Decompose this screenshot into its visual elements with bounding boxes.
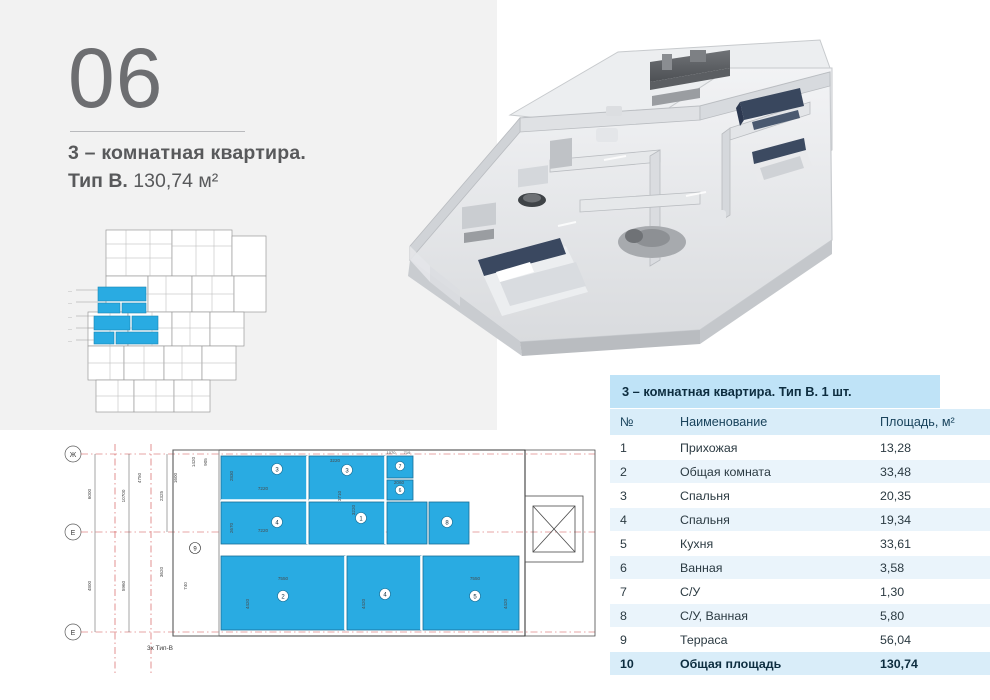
row-name: С/У (670, 580, 870, 604)
apartment-area-value: 130,74 м² (133, 170, 219, 192)
svg-text:Е: Е (70, 630, 76, 637)
row-area: 33,61 (870, 532, 990, 556)
svg-text:3710: 3710 (337, 490, 342, 502)
svg-text:719: 719 (403, 450, 411, 455)
svg-text:2325: 2325 (159, 490, 164, 502)
row-number: 4 (610, 508, 670, 532)
svg-text:3220: 3220 (351, 504, 356, 516)
row-area: 5,80 (870, 604, 990, 628)
key-plan (66, 224, 281, 420)
svg-text:9: 9 (193, 546, 197, 553)
row-area: 33,48 (870, 460, 990, 484)
svg-text:7220: 7220 (257, 528, 269, 533)
svg-text:2060: 2060 (393, 480, 405, 485)
apartment-type-label: Тип B. (68, 170, 128, 192)
svg-text:7: 7 (398, 464, 402, 471)
svg-text:3620: 3620 (159, 566, 164, 578)
row-number: 6 (610, 556, 670, 580)
table-row (610, 580, 990, 604)
svg-text:10700: 10700 (121, 489, 126, 503)
svg-text:740: 740 (183, 582, 188, 590)
svg-text:7550: 7550 (277, 576, 289, 581)
svg-text:3: 3 (275, 467, 279, 474)
svg-text:5960: 5960 (121, 580, 126, 592)
row-number: 2 (610, 460, 670, 484)
row-area: 13,28 (870, 436, 990, 460)
apartment-3d-render (400, 10, 980, 410)
svg-text:4750: 4750 (137, 472, 142, 484)
apartment-area-table (610, 375, 955, 676)
table-title: 3 – комнатная квартира. Тип B. 1 шт. (610, 375, 940, 409)
row-name: Спальня (670, 484, 870, 508)
row-name: Общая площадь (670, 652, 870, 676)
apartment-type-title: 3 – комнатная квартира. (68, 142, 307, 164)
svg-text:905: 905 (203, 458, 208, 466)
column-header-area: Площадь, м² (870, 409, 990, 436)
row-area: 20,35 (870, 484, 990, 508)
svg-text:—: — (68, 314, 72, 319)
svg-text:Е: Е (70, 530, 76, 537)
row-name: Прихожая (670, 436, 870, 460)
row-number: 5 (610, 532, 670, 556)
svg-text:—: — (68, 288, 72, 293)
apartment-area-title (68, 170, 218, 193)
svg-text:—: — (68, 326, 72, 331)
row-name: Общая комната (670, 460, 870, 484)
table-row (610, 460, 990, 484)
svg-text:1420: 1420 (191, 456, 196, 468)
table-total-row (610, 652, 990, 676)
row-number: 1 (610, 436, 670, 460)
svg-text:Ж: Ж (69, 452, 77, 459)
row-area: 3,58 (870, 556, 990, 580)
svg-text:3: 3 (345, 468, 349, 475)
table-row (610, 484, 990, 508)
svg-text:3220: 3220 (329, 458, 341, 463)
row-name: Терраса (670, 628, 870, 652)
area-table (610, 409, 990, 676)
svg-text:1: 1 (359, 516, 363, 523)
svg-text:6000: 6000 (87, 488, 92, 500)
table-row (610, 532, 990, 556)
svg-text:4: 4 (275, 520, 279, 527)
table-row (610, 604, 990, 628)
svg-text:8: 8 (445, 520, 449, 527)
svg-text:—: — (68, 338, 72, 343)
page-number: 06 (68, 31, 164, 125)
table-row (610, 436, 990, 460)
svg-text:2670: 2670 (229, 522, 234, 534)
row-name: Ванная (670, 556, 870, 580)
row-number: 10 (610, 652, 670, 676)
row-name: С/У, Ванная (670, 604, 870, 628)
row-area: 56,04 (870, 628, 990, 652)
row-number: 7 (610, 580, 670, 604)
row-number: 9 (610, 628, 670, 652)
table-row (610, 556, 990, 580)
svg-text:7550: 7550 (469, 576, 481, 581)
row-area: 130,74 (870, 652, 990, 676)
row-area: 1,30 (870, 580, 990, 604)
row-area: 19,34 (870, 508, 990, 532)
row-number: 8 (610, 604, 670, 628)
svg-text:2: 2 (281, 594, 285, 601)
svg-text:6: 6 (398, 488, 402, 495)
row-name: Спальня (670, 508, 870, 532)
row-number: 3 (610, 484, 670, 508)
svg-text:4420: 4420 (361, 598, 366, 610)
row-name: Кухня (670, 532, 870, 556)
svg-text:4800: 4800 (87, 580, 92, 592)
header-divider (70, 131, 245, 132)
svg-text:4420: 4420 (503, 598, 508, 610)
svg-text:4: 4 (383, 592, 387, 599)
technical-floor-plan (55, 436, 615, 686)
svg-text:1600: 1600 (173, 472, 178, 484)
svg-text:7220: 7220 (257, 486, 269, 491)
svg-text:4420: 4420 (245, 598, 250, 610)
table-row (610, 508, 990, 532)
svg-text:—: — (68, 300, 72, 305)
column-header-name: Наименование (670, 409, 870, 436)
column-header-number: № (610, 409, 670, 436)
svg-text:5: 5 (473, 594, 477, 601)
table-row (610, 628, 990, 652)
table-header-row (610, 409, 990, 436)
svg-text:3x Тип-B: 3x Тип-B (147, 645, 174, 652)
svg-text:1070: 1070 (386, 450, 396, 455)
svg-text:2830: 2830 (229, 470, 234, 482)
